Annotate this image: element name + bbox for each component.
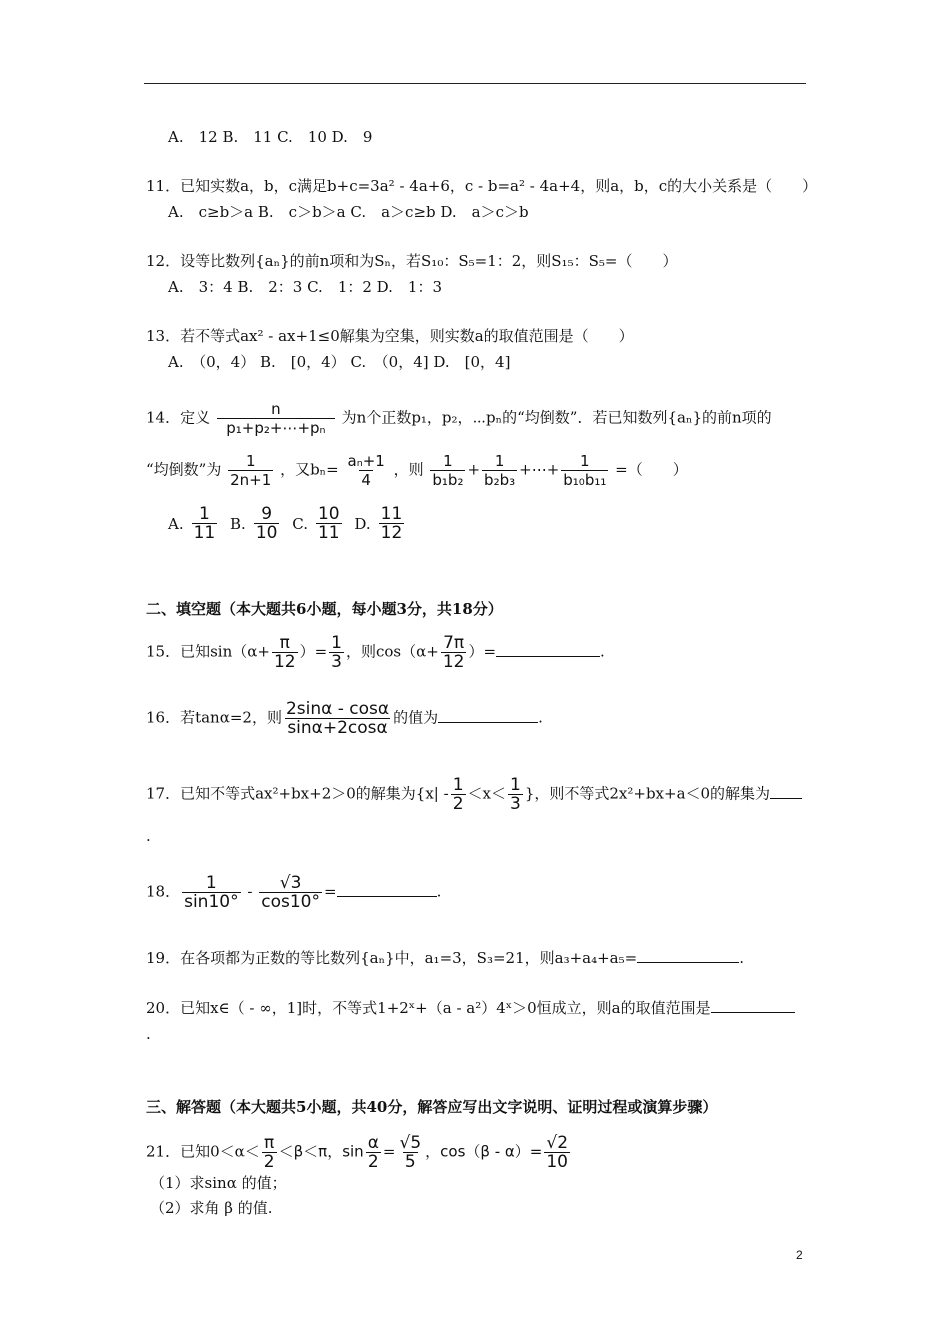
q14-dots: +⋯+: [519, 460, 560, 479]
q14-t2: [482, 452, 517, 489]
q15-f2: [329, 634, 344, 671]
q16-den: sinα+2cosα: [287, 718, 388, 738]
section-3-heading: 三、解答题（本大题共5小题，共40分，解答应写出文字说明、证明过程或演算步骤）: [146, 1098, 718, 1116]
q14-text-end: =（ ）: [615, 460, 688, 479]
q14-opt-a-frac: [192, 505, 218, 542]
q21-text-e: ，cos（β - α）=: [425, 1142, 543, 1161]
q14-opt-b-label: B.: [230, 514, 246, 533]
q17-f1-den: 2: [452, 794, 464, 814]
q14-option-b: [230, 505, 287, 542]
q12-stem: 12．设等比数列{aₙ}的前n项和为Sₙ，若S₁₀：S₅=1：2，则S₁₅：S₅=（ ）: [146, 252, 678, 270]
q11-options: A. c≥b＞a B. c＞b＞a C. a＞c≥b D. a＞c＞b: [168, 203, 529, 221]
q14-f1-den: 2n+1: [230, 471, 272, 489]
q16-frac: [284, 700, 391, 737]
q14-opt-d-den: 12: [380, 523, 403, 543]
q18-f2: [259, 874, 322, 911]
q14-opt-c-frac: [316, 505, 342, 542]
q15-text-b: ）=: [299, 642, 328, 661]
q18-f1-num: 1: [205, 873, 217, 893]
q14-t3-den: b₁₀b₁₁: [563, 471, 607, 489]
q14-opt-d-num: 11: [380, 504, 403, 524]
q18-text-a: 18．: [146, 882, 181, 901]
q15-text-e: ）=: [468, 642, 497, 661]
q15-f3: [441, 634, 467, 671]
q20: [146, 998, 795, 1018]
q21-f1-den: 2: [263, 1152, 275, 1172]
q14-def-fraction: [217, 400, 335, 437]
header-rule: [144, 83, 806, 84]
q14-option-c: [292, 505, 349, 542]
q21-f3-num: √5: [399, 1133, 422, 1153]
q17-end: .: [146, 827, 151, 845]
q14-t3-num: 1: [580, 452, 590, 470]
q14-opt-d-frac: [379, 505, 405, 542]
q14-suffix: 为n个正数p₁，p₂，⋯pₙ的“均倒数”．若已知数列{aₙ}的前n项的: [341, 408, 772, 427]
q16-text-b: 的值为: [393, 708, 439, 727]
q14-opt-b-frac: [254, 505, 280, 542]
q18-f1-den: sin10°: [184, 892, 239, 912]
q16-text-a: 16．若tanα=2，则: [146, 708, 282, 727]
q21-text-b: ＜β＜π，sin: [278, 1142, 364, 1161]
q21-f3-den: 5: [404, 1152, 416, 1172]
q21-f2-den: 2: [367, 1152, 379, 1172]
q15-f1-den: 12: [273, 652, 296, 672]
q14-opt-b-den: 10: [255, 523, 278, 543]
q14-opt-a-den: 11: [193, 523, 216, 543]
q17-f1: [451, 776, 466, 813]
q19-answer-blank[interactable]: [637, 948, 739, 963]
q15-f3-den: 12: [442, 652, 465, 672]
q14-t1-den: b₁b₂: [432, 471, 464, 489]
q14-text-c: ，则: [393, 460, 424, 479]
q14-line1: [146, 400, 772, 437]
q14-option-a: [168, 505, 225, 542]
q14-text-a: “均倒数”为: [146, 460, 222, 479]
q21-part1: （1）求sinα 的值；: [150, 1174, 287, 1192]
q18-answer-blank[interactable]: [337, 882, 437, 897]
q18-end: .: [436, 882, 442, 901]
q15: [146, 634, 605, 671]
q17-f2-den: 3: [509, 794, 521, 814]
q21-f3: [397, 1134, 423, 1171]
q14-t2-den: b₂b₃: [484, 471, 516, 489]
q17-text-c: }，则不等式2x²+bx+a＜0的解集为: [524, 784, 771, 803]
q16-end: .: [538, 708, 543, 727]
q17-answer-blank[interactable]: [770, 784, 802, 799]
q18: [146, 874, 441, 911]
q21-text-c: =: [382, 1142, 396, 1161]
q18-eq: =: [323, 882, 337, 901]
q14-opt-d-label: D.: [354, 514, 371, 533]
q16-num: 2sinα - cosα: [285, 699, 390, 719]
q17-f2-num: 1: [509, 775, 521, 795]
q21-f1: [262, 1134, 277, 1171]
q21-f4-den: 10: [546, 1152, 568, 1172]
q15-f3-num: 7π: [443, 633, 465, 653]
q21-f4-num: √2: [546, 1133, 569, 1153]
q14-opt-a-label: A.: [168, 514, 184, 533]
q14-f2-num: aₙ+1: [347, 452, 385, 470]
q14-f2-den: 4: [361, 471, 371, 489]
q17-f1-num: 1: [452, 775, 464, 795]
q14-options: [168, 505, 412, 542]
q13-options: A. （0，4） B. [0，4） C. （0，4] D. [0，4]: [168, 353, 511, 371]
q19-text: 19．在各项都为正数的等比数列{aₙ}中，a₁=3，S₃=21，则a₃+a₄+a₅=: [146, 949, 638, 967]
q15-answer-blank[interactable]: [496, 642, 600, 657]
q17-text-a: 17．已知不等式ax²+bx+2＞0的解集为{x| -: [146, 784, 449, 803]
q15-text-c: ，则cos（α+: [346, 642, 439, 661]
q14-opt-c-num: 10: [317, 504, 340, 524]
q21-f2: [366, 1134, 381, 1171]
q20-text: 20．已知x∈（ - ∞，1]时，不等式1+2ˣ+（a - a²）4ˣ＞0恒成立，则a的取值范围是: [146, 999, 711, 1017]
q19: [146, 948, 744, 968]
q18-f2-den: cos10°: [261, 892, 320, 912]
q14-opt-c-den: 11: [317, 523, 340, 543]
q15-text-a: 15．已知sin（α+: [146, 642, 270, 661]
q14-f2: [346, 452, 387, 489]
q20-answer-blank[interactable]: [711, 998, 795, 1013]
q10-options: A. 12 B. 11 C. 10 D. 9: [168, 128, 373, 146]
q15-f1-num: π: [279, 633, 290, 653]
q14-opt-b-num: 9: [261, 504, 273, 524]
q14-option-d: [354, 505, 412, 542]
q14-f1: [228, 452, 273, 489]
q15-end: .: [600, 642, 605, 661]
q15-f1: [272, 634, 298, 671]
q14-t2-num: 1: [494, 452, 505, 470]
q11-stem: 11．已知实数a，b，c满足b+c=3a² - 4a+6，c - b=a² - 4a+4，则a，b，c的大小关系是（ ）: [146, 177, 818, 195]
section-2-heading: 二、填空题（本大题共6小题，每小题3分，共18分）: [146, 600, 503, 618]
q14-f1-num: 1: [245, 452, 256, 470]
q18-f1: [182, 874, 241, 911]
q14-plus: +: [467, 460, 481, 479]
q21-f1-num: π: [264, 1133, 275, 1153]
q13-stem: 13．若不等式ax² - ax+1≤0解集为空集，则实数a的取值范围是（ ）: [146, 327, 634, 345]
q15-f2-num: 1: [331, 633, 342, 653]
q17-f2: [508, 776, 523, 813]
q17-text-b: ＜x＜: [467, 784, 506, 803]
q14-t1-num: 1: [443, 452, 453, 470]
q21: [146, 1134, 572, 1171]
q14-def-den: p₁+p₂+⋯+pₙ: [217, 418, 335, 437]
q18-minus: -: [247, 882, 253, 901]
q12-options: A. 3：4 B. 2：3 C. 1：2 D. 1：3: [168, 278, 443, 296]
q14-opt-a-num: 1: [199, 504, 210, 524]
q21-part2: （2）求角 β 的值.: [150, 1199, 273, 1217]
q16: [146, 700, 543, 737]
q14-t1: [430, 452, 465, 489]
q14-opt-c-label: C.: [292, 514, 308, 533]
q18-f2-num: √3: [279, 873, 302, 893]
q15-f2-den: 3: [331, 652, 342, 672]
q21-text-a: 21．已知0＜α＜: [146, 1142, 260, 1161]
q19-end: .: [739, 949, 744, 967]
q17: [146, 776, 802, 813]
q20-end: .: [146, 1025, 151, 1043]
q21-f2-num: α: [367, 1133, 379, 1153]
q21-f4: [544, 1134, 570, 1171]
q14-text-b: ，又bₙ=: [280, 460, 339, 479]
q14-t3: [561, 452, 608, 489]
q14-prefix: 14．定义: [146, 408, 211, 427]
q16-answer-blank[interactable]: [438, 708, 538, 723]
q14-def-num: n: [271, 400, 281, 418]
page-number: 2: [796, 1248, 803, 1262]
q14-line2: [146, 452, 688, 489]
